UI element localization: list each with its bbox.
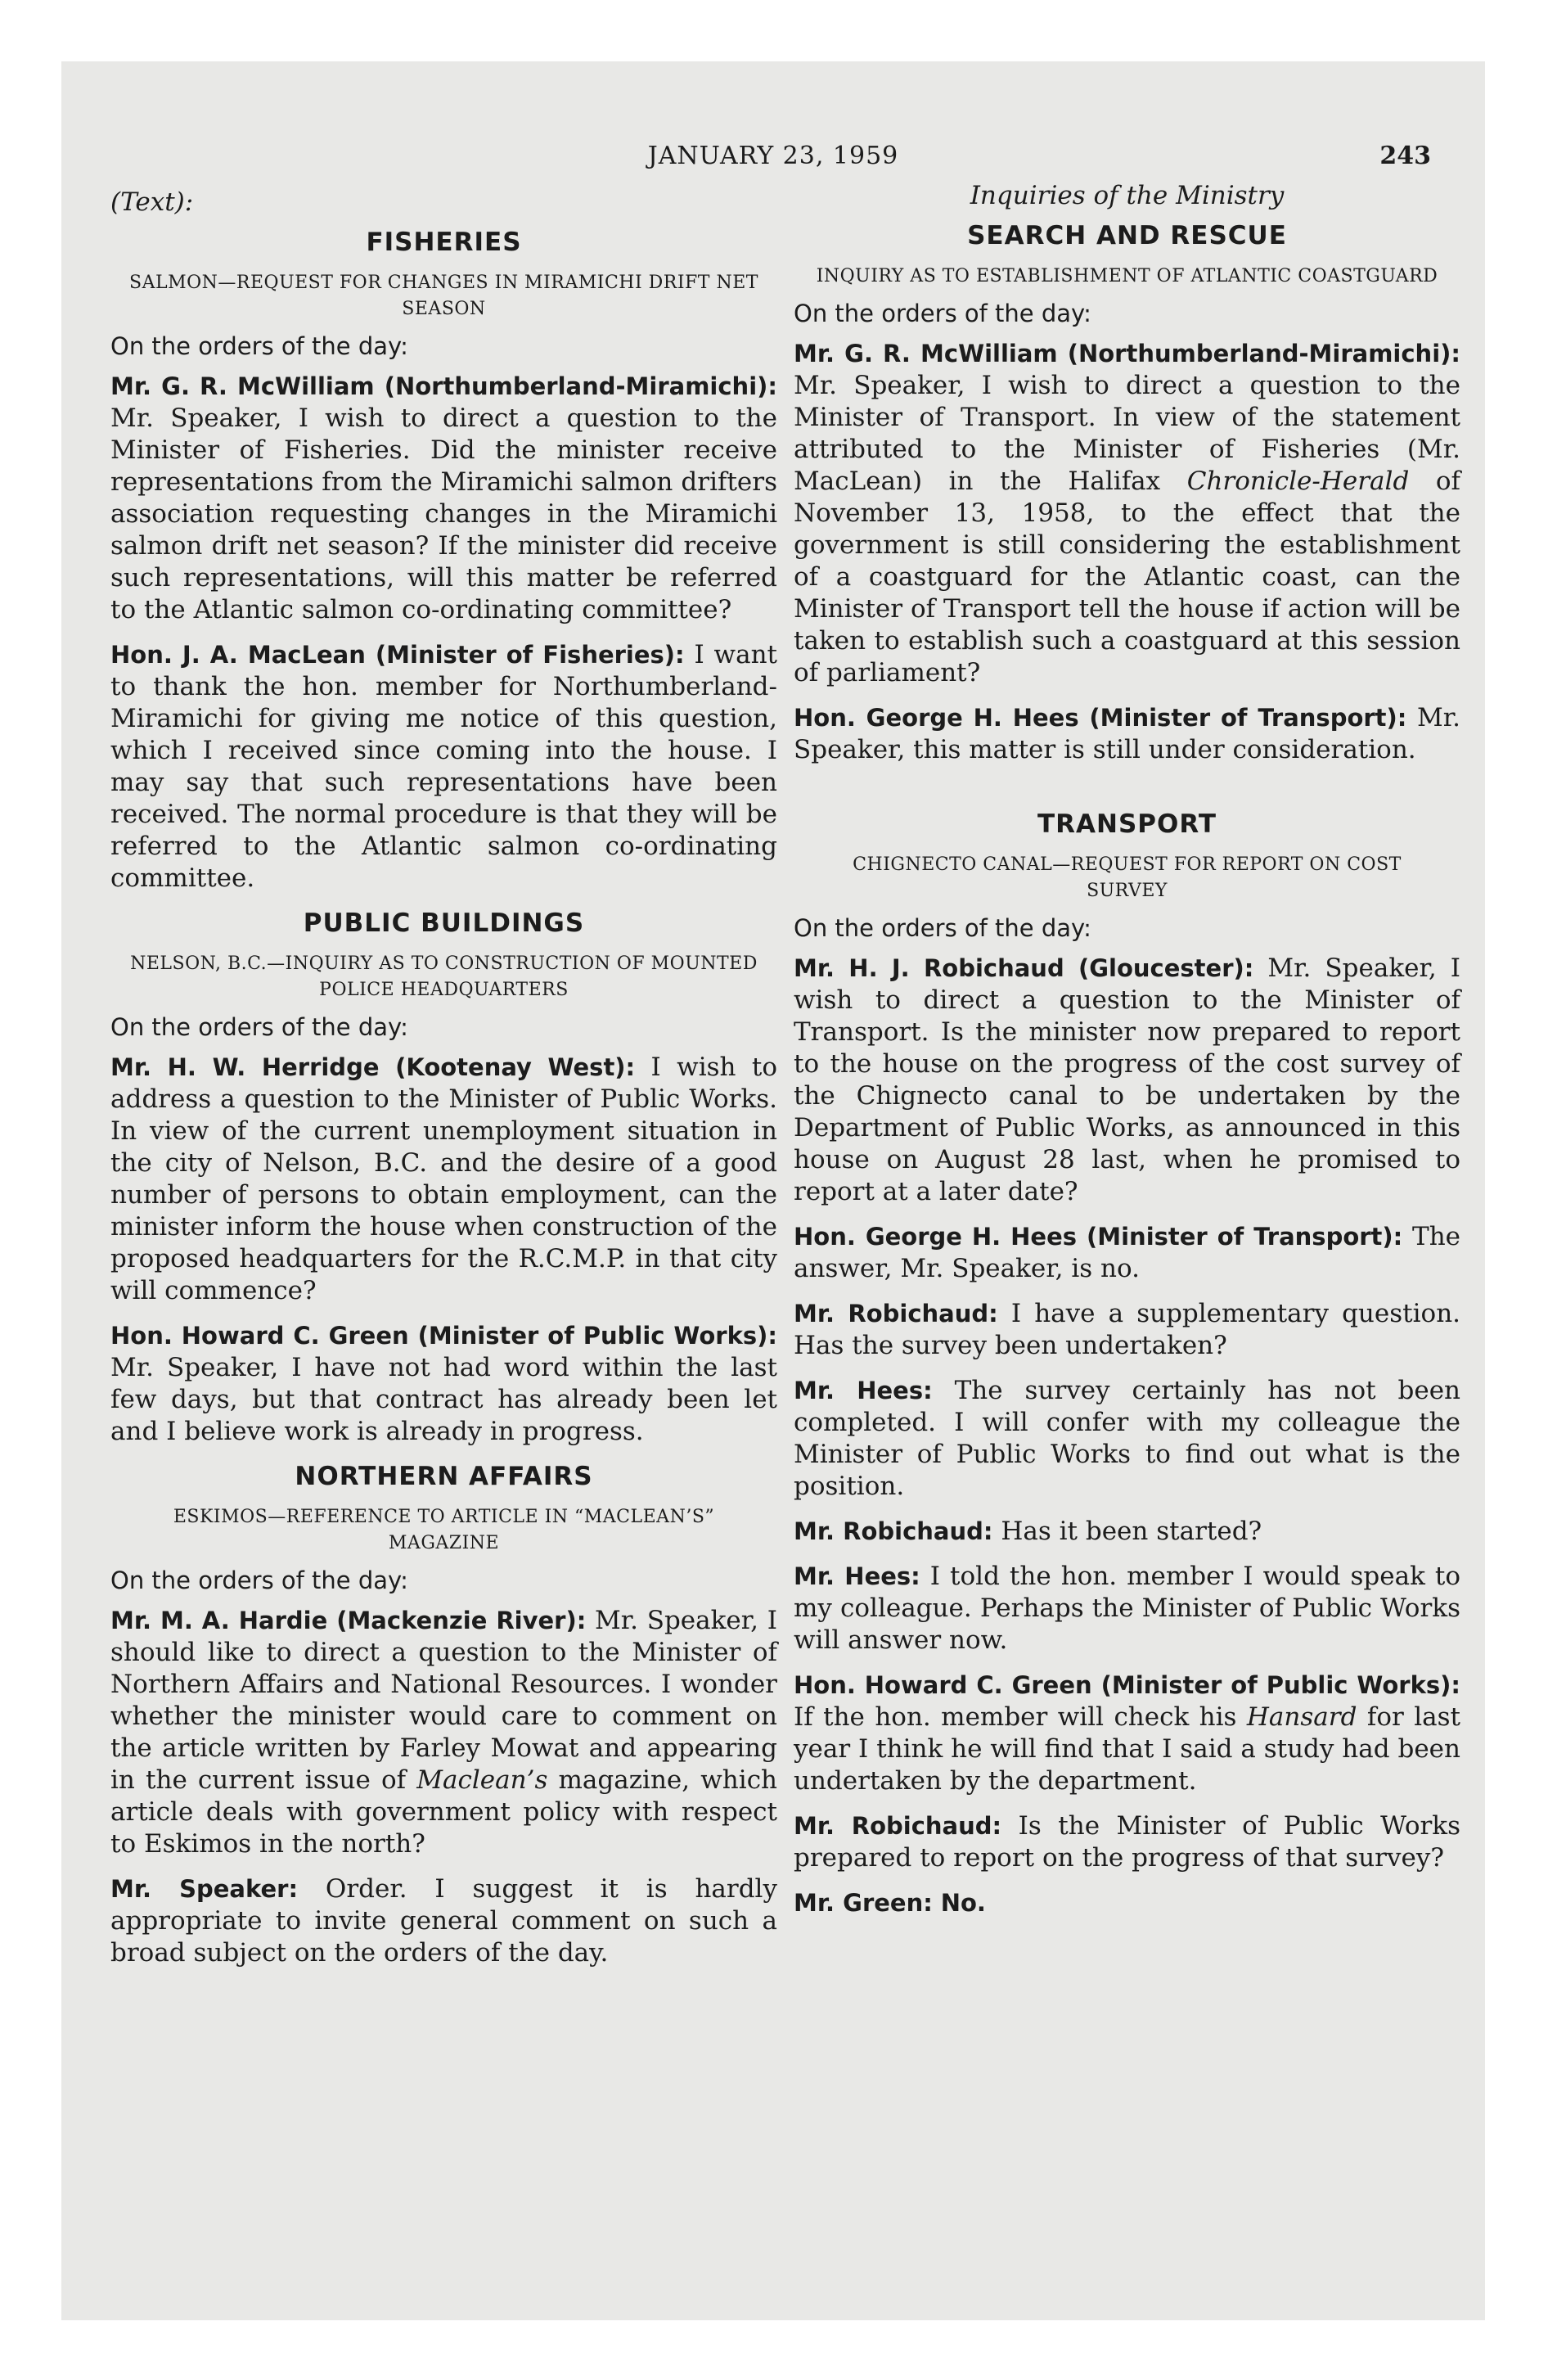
speaker-name: Hon. George H. Hees (Minister of Transport): [794,704,1407,732]
orders-line: On the orders of the day: [110,332,408,360]
section-heading: PUBLIC BUILDINGS [303,908,585,938]
speech-text: Mr. Speaker, I wish to direct a question to the Minister of Fisheries. Did the minister receive representations from the Miramichi salmon drifters association requesting changes in the Miramichi salmon drift net season? If the minister did receive such representations, will this matter be referred to the Atlantic salmon co-ordinating committee? [110,403,777,624]
running-head: Inquiries of the Ministry [970,181,1285,210]
spacer [794,779,1460,800]
speech-text: The survey certainly has not been completed. I will confer with my colleague the Minister of Public Works to find out what is the position. [794,1376,1461,1501]
speaker-name: Mr. Hees: [794,1377,933,1404]
speaker-name: Mr. Speaker: [110,1875,299,1903]
speaker-name: Hon. Howard C. Green (Minister of Public Works): [110,1322,777,1350]
speaker-name: Mr. H. W. Herridge (Kootenay West): [110,1053,636,1081]
section-heading: SEARCH AND RESCUE [967,221,1287,250]
speech-text: I told the hon. member I would speak to my colleague. Perhaps the Minister of Public Works will answer now. [794,1562,1460,1655]
section-subheading: SALMON—REQUEST FOR CHANGES IN MIRAMICHI DRIFT NET SEASON [129,273,758,319]
orders-line: On the orders of the day: [110,1566,408,1594]
speech-text: for last year I think he will find that I said a study had been undertaken by the department. [794,1702,1460,1796]
speaker-name: Mr. G. R. McWilliam (Northumberland-Miramichi): [794,340,1460,367]
newspaper-title: Chronicle-Herald [1186,467,1410,496]
speaker-name: Mr. Green: [794,1889,933,1917]
section-subheading: NELSON, B.C.—INQUIRY AS TO CONSTRUCTION OF MOUNTED POLICE HEADQUARTERS [130,953,758,1000]
orders-line: On the orders of the day: [794,914,1091,942]
magazine-title: Maclean’s [416,1765,548,1795]
speech-text: Has it been started? [1001,1517,1262,1546]
speaker-name: Mr. H. J. Robichaud (Gloucester): [794,954,1254,982]
left-column [110,180,777,1982]
text-label: (Text): [110,187,194,217]
page-date: JANUARY 23, 1959 [647,142,899,170]
paragraph [794,338,1460,689]
section-subheading: CHIGNECTO CANAL—REQUEST FOR REPORT ON COST SURVEY [853,854,1402,901]
speaker-name: Mr. G. R. McWilliam (Northumberland-Miramichi): [110,372,777,400]
section-subheading: ESKIMOS—REFERENCE TO ARTICLE IN “MACLEAN’S” MAGAZINE [173,1507,715,1553]
section-subheading: INQUIRY AS TO ESTABLISHMENT OF ATLANTIC COASTGUARD [816,266,1438,286]
paragraph [794,1298,1460,1362]
speech-text: of November 13, 1958, to the effect that the government is still considering the establishment of a coastguard for the Atlantic coast, can the Minister of Transport tell the house if action will be taken to establish such a coastguard at this session of parliament? [794,467,1461,687]
orders-line: On the orders of the day: [110,1013,408,1041]
speech-text: Mr. Speaker, I wish to direct a question to the Minister of Transport. In view of the statement attributed to the Minister of Fisheries (Mr. MacLean) in the Halifax [794,371,1460,496]
paragraph [110,1052,777,1307]
section-heading: NORTHERN AFFAIRS [295,1462,593,1491]
speaker-name: Mr. Robichaud: [794,1300,998,1327]
publication-title: Hansard [1246,1702,1357,1732]
page-number: 243 [1379,142,1431,170]
speech-text: magazine, which article deals with government policy with respect to Eskimos in the north? [110,1765,778,1859]
section-heading: FISHERIES [366,228,522,257]
paragraph [794,1221,1460,1285]
paragraph [794,1375,1460,1503]
orders-line: On the orders of the day: [794,300,1091,327]
speech-text: Mr. Speaker, I wish to direct a question to the Minister of Transport. Is the minister now prepared to report to the house on the progress of the cost survey of the Chignecto canal to be undertaken by the Department of Public Works, as announced in this house on August 28 last, when he promised to report at a later date? [794,953,1460,1206]
paragraph [794,953,1460,1208]
paragraph [794,1670,1460,1797]
speaker-name: Hon. Howard C. Green (Minister of Public Works): [794,1671,1460,1699]
speaker-name: Mr. Hees: [794,1562,920,1590]
right-column [794,180,1460,1932]
paragraph [794,1561,1460,1657]
paragraph [110,639,777,895]
speaker-name: Mr. M. A. Hardie (Mackenzie River): [110,1607,587,1634]
document-page [61,61,1485,2320]
speech-text: Mr. Speaker, I have not had word within the last few days, but that contract has already been let and I believe work is already in progress. [110,1353,777,1446]
paragraph [110,1873,777,1969]
speech-text: I want to thank the hon. member for Northumberland-Miramichi for giving me notice of this question, which I received since coming into the house. I may say that such representations have been received. The normal procedure is that they will be referred to the Atlantic salmon co-ordinating committee. [110,640,777,893]
speech-text: If the hon. member will check his [794,1702,1237,1732]
speaker-name: Hon. George H. Hees (Minister of Transport): [794,1223,1403,1251]
paragraph [794,1810,1460,1874]
speech-text: Is the Minister of Public Works prepared to report on the progress of that survey? [794,1811,1461,1873]
speech-text: I wish to address a question to the Minister of Public Works. In view of the current unemployment situation in the city of Nelson, B.C. and the desire of a good number of persons to obtain employment, can the minister inform the house when construction of the proposed headquarters for the R.C.M.P. in that city will commence? [110,1053,777,1305]
speech-text: I have a supplementary question. Has the survey been undertaken? [794,1299,1461,1360]
paragraph [110,1605,777,1860]
paragraph [794,702,1460,766]
paragraph [794,1516,1460,1548]
speaker-name: Hon. J. A. MacLean (Minister of Fisheries): [110,641,685,669]
speech-text: Order. I suggest it is hardly appropriate to invite general comment on such a broad subject on the orders of the day. [110,1874,777,1968]
speaker-name: Mr. Robichaud: [794,1517,993,1545]
speech-text: Mr. Speaker, this matter is still under consideration. [794,703,1460,764]
paragraph [794,1887,1460,1919]
speech-text: Mr. Speaker, I should like to direct a question to the Minister of Northern Affairs and National Resources. I wonder whether the minister would care to comment on the article written by Farley Mowat and appearing in the current issue of [110,1606,777,1795]
speech-text: No. [940,1889,986,1917]
section-heading: TRANSPORT [1037,809,1217,839]
speaker-name: Mr. Robichaud: [794,1812,1002,1840]
paragraph [110,1320,777,1448]
speech-text: The answer, Mr. Speaker, is no. [794,1222,1461,1283]
paragraph [110,371,777,626]
